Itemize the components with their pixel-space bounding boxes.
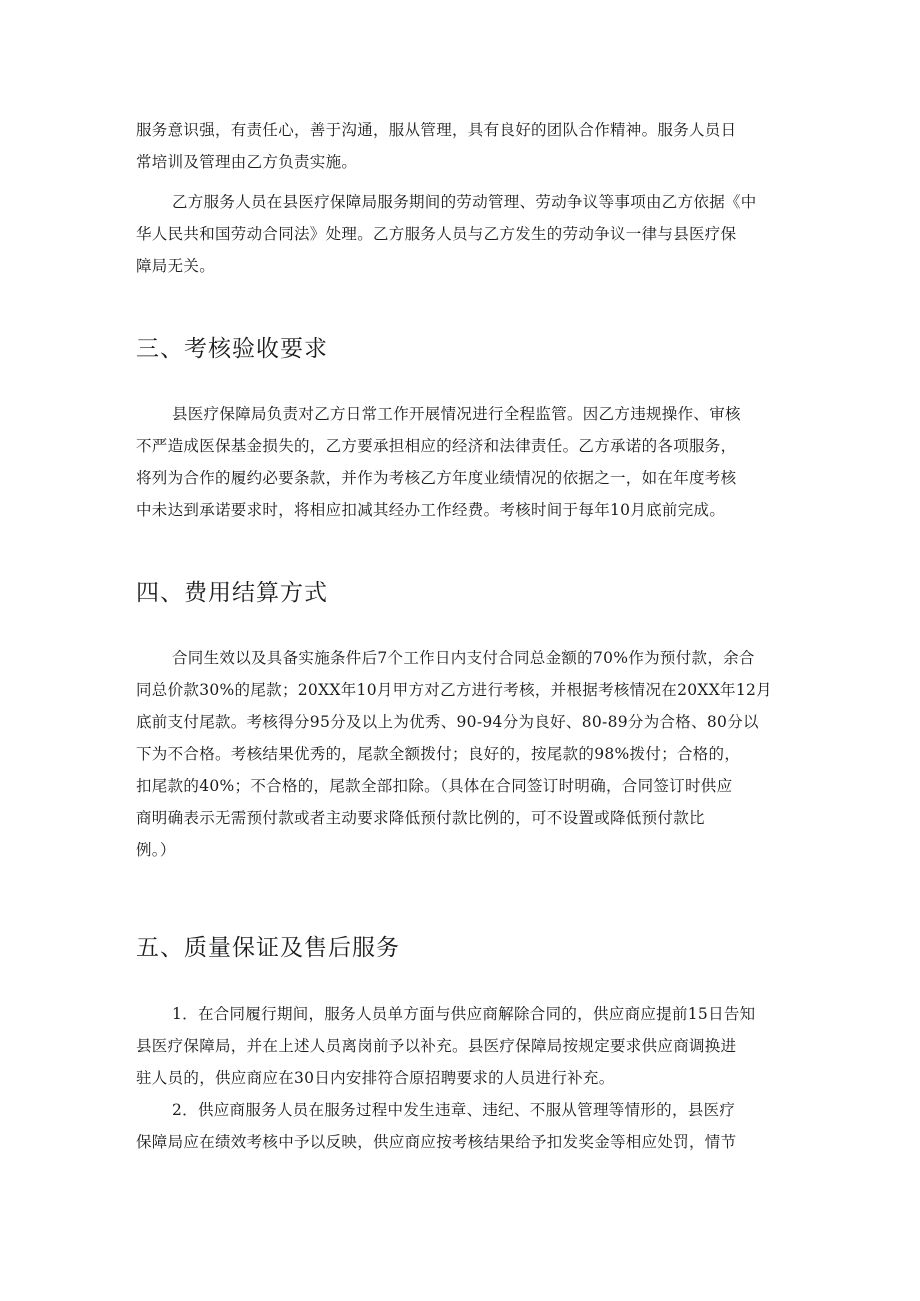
- text-line: 底前支付尾款。考核得分95分及以上为优秀、90-94分为良好、80-89分为合格、80分以: [136, 713, 759, 731]
- text-line: 常培训及管理由乙方负责实施。: [136, 153, 358, 171]
- intro-paragraph-2: [136, 186, 786, 282]
- text-line: 县医疗保障局负责对乙方日常工作开展情况进行全程监管。因乙方违规操作、审核: [172, 405, 741, 423]
- settlement-paragraph: [136, 642, 786, 866]
- text-line: 服务意识强，有责任心，善于沟通，服从管理，具有良好的团队合作精神。服务人员日: [136, 121, 737, 139]
- section-heading-settlement: 四、费用结算方式: [136, 580, 328, 606]
- text-line: 合同生效以及具备实施条件后7个工作日内支付合同总金额的70%作为预付款，余合: [172, 649, 755, 667]
- text-line: 不严造成医保基金损失的，乙方要承担相应的经济和法律责任。乙方承诺的各项服务，: [136, 437, 737, 455]
- text-line: 1．在合同履行期间，服务人员单方面与供应商解除合同的，供应商应提前15日告知: [172, 1005, 756, 1023]
- quality-paragraph-1: [136, 998, 786, 1094]
- text-line: 例。）: [136, 841, 176, 859]
- text-line: 障局无关。: [136, 257, 216, 275]
- text-line: 县医疗保障局，并在上述人员离岗前予以补充。县医疗保障局按规定要求供应商调换进: [136, 1037, 737, 1055]
- section-heading-quality: 五、质量保证及售后服务: [136, 935, 400, 961]
- assessment-paragraph: [136, 398, 786, 526]
- text-line: 中未达到承诺要求时，将相应扣减其经办工作经费。考核时间于每年10月底前完成。: [136, 501, 726, 519]
- text-line: 保障局应在绩效考核中予以反映，供应商应按考核结果给予扣发奖金等相应处罚，情节: [136, 1133, 737, 1151]
- text-line: 下为不合格。考核结果优秀的，尾款全额拨付；良好的，按尾款的98%拨付；合格的，: [136, 745, 741, 763]
- text-line: 商明确表示无需预付款或者主动要求降低预付款比例的，可不设置或降低预付款比: [136, 809, 705, 827]
- text-line: 2．供应商服务人员在服务过程中发生违章、违纪、不服从管理等情形的，县医疗: [172, 1101, 736, 1119]
- text-line: 将列为合作的履约必要条款，并作为考核乙方年度业绩情况的依据之一，如在年度考核: [136, 469, 737, 487]
- quality-paragraph-2: [136, 1094, 786, 1158]
- text-line: 扣尾款的40%；不合格的，尾款全部扣除。（具体在合同签订时明确，合同签订时供应: [136, 777, 733, 795]
- section-heading-assessment: 三、考核验收要求: [136, 336, 328, 362]
- text-line: 驻人员的，供应商应在30日内安排符合原招聘要求的人员进行补充。: [136, 1069, 615, 1087]
- text-line: 华人民共和国劳动合同法》处理。乙方服务人员与乙方发生的劳动争议一律与县医疗保: [136, 225, 737, 243]
- text-line: 乙方服务人员在县医疗保障局服务期间的劳动管理、劳动争议等事项由乙方依据《中: [172, 193, 757, 211]
- text-line: 同总价款30%的尾款；20XX年10月甲方对乙方进行考核，并根据考核情况在20XX年12月: [136, 681, 772, 699]
- intro-paragraph-1: [136, 114, 786, 178]
